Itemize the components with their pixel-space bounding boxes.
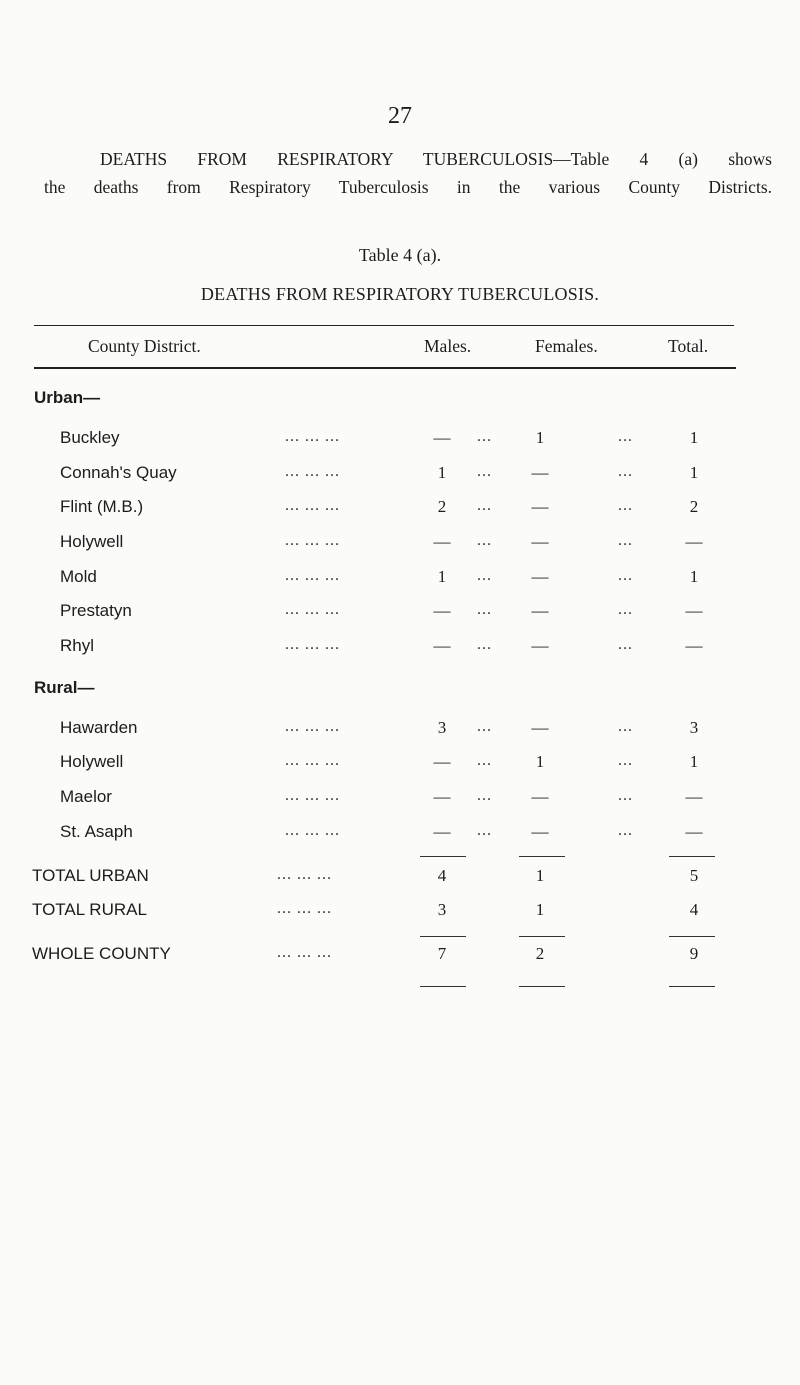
males-value: — xyxy=(433,636,451,655)
males-value: — xyxy=(433,428,451,447)
females-value: — xyxy=(531,463,549,482)
leader-dots: ... xyxy=(477,428,492,445)
sum-rule xyxy=(669,986,715,987)
leader-dots: ... xyxy=(477,463,492,480)
district-name: Buckley xyxy=(60,428,120,447)
sum-rule xyxy=(420,856,466,857)
district-name: Rhyl xyxy=(60,636,95,655)
males-value: — xyxy=(433,752,451,771)
males-value: 2 xyxy=(437,497,447,516)
intro-text-line-2: the deaths from Respiratory Tuberculosis in the various County Districts. xyxy=(44,177,772,197)
females-value: — xyxy=(531,601,549,620)
table-caption: Table 4 (a). xyxy=(358,245,442,265)
leader-dots: ... xyxy=(477,718,492,735)
females-value: 1 xyxy=(535,428,545,447)
males-value: 3 xyxy=(437,718,447,737)
total-value: — xyxy=(685,532,703,551)
leader-dots: ... xyxy=(618,463,633,480)
leader-dots: ... ... ... xyxy=(285,718,340,735)
males-value: 4 xyxy=(437,866,447,885)
sum-rule xyxy=(519,986,565,987)
females-value: 1 xyxy=(535,900,545,919)
leader-dots: ... ... ... xyxy=(285,567,340,584)
leader-dots: ... ... ... xyxy=(285,428,340,445)
intro-text-line-1: DEATHS FROM RESPIRATORY TUBERCULOSIS—Table 4 (a) shows xyxy=(100,149,772,169)
total-value: — xyxy=(685,636,703,655)
sum-rule xyxy=(420,936,466,937)
header-males: Males. xyxy=(424,336,472,356)
females-value: — xyxy=(531,497,549,516)
females-value: 1 xyxy=(535,752,545,771)
females-value: — xyxy=(531,636,549,655)
leader-dots: ... xyxy=(618,752,633,769)
females-value: 2 xyxy=(535,944,545,963)
sum-rule xyxy=(420,986,466,987)
district-name: Hawarden xyxy=(60,718,138,737)
header-total: Total. xyxy=(668,336,709,356)
leader-dots: ... ... ... xyxy=(277,866,332,883)
leader-dots: ... ... ... xyxy=(285,497,340,514)
males-value: — xyxy=(433,822,451,841)
sum-rule xyxy=(669,936,715,937)
leader-dots: ... ... ... xyxy=(285,532,340,549)
total-value: 9 xyxy=(689,944,699,963)
header-county-district: County District. xyxy=(88,336,201,356)
page-number: 27 xyxy=(388,103,412,129)
leader-dots: ... xyxy=(618,497,633,514)
district-name: Holywell xyxy=(60,532,124,551)
leader-dots: ... ... ... xyxy=(285,752,340,769)
leader-dots: ... ... ... xyxy=(285,822,340,839)
males-value: — xyxy=(433,787,451,806)
males-value: 1 xyxy=(437,567,447,586)
district-name: Flint (M.B.) xyxy=(60,497,144,516)
header-females: Females. xyxy=(535,336,598,356)
table-title: DEATHS FROM RESPIRATORY TUBERCULOSIS. xyxy=(200,284,600,304)
females-value: — xyxy=(531,787,549,806)
males-value: 3 xyxy=(437,900,447,919)
leader-dots: ... ... ... xyxy=(277,900,332,917)
leader-dots: ... xyxy=(618,567,633,584)
total-value: 3 xyxy=(689,718,699,737)
district-name: St. Asaph xyxy=(60,822,133,841)
total-value: 5 xyxy=(689,866,699,885)
leader-dots: ... xyxy=(477,601,492,618)
leader-dots: ... xyxy=(477,787,492,804)
leader-dots: ... ... ... xyxy=(285,463,340,480)
total-label: TOTAL RURAL xyxy=(32,900,147,919)
females-value: — xyxy=(531,567,549,586)
leader-dots: ... xyxy=(618,822,633,839)
total-value: — xyxy=(685,822,703,841)
males-value: — xyxy=(433,601,451,620)
total-label: TOTAL URBAN xyxy=(32,866,149,885)
females-value: — xyxy=(531,532,549,551)
leader-dots: ... ... ... xyxy=(285,787,340,804)
leader-dots: ... xyxy=(618,532,633,549)
district-name: Maelor xyxy=(60,787,112,806)
district-name: Prestatyn xyxy=(60,601,132,620)
total-value: 4 xyxy=(689,900,699,919)
leader-dots: ... ... ... xyxy=(285,601,340,618)
leader-dots: ... xyxy=(618,787,633,804)
leader-dots: ... xyxy=(477,497,492,514)
total-value: — xyxy=(685,601,703,620)
leader-dots: ... xyxy=(618,601,633,618)
leader-dots: ... xyxy=(618,718,633,735)
males-value: 7 xyxy=(437,944,447,963)
leader-dots: ... xyxy=(477,822,492,839)
total-value: 2 xyxy=(689,497,699,516)
leader-dots: ... xyxy=(618,428,633,445)
section-rural: Rural— xyxy=(34,678,95,697)
leader-dots: ... xyxy=(618,636,633,653)
males-value: — xyxy=(433,532,451,551)
males-value: 1 xyxy=(437,463,447,482)
district-name: Holywell xyxy=(60,752,124,771)
total-label: WHOLE COUNTY xyxy=(32,944,171,963)
females-value: — xyxy=(531,822,549,841)
sum-rule xyxy=(519,856,565,857)
females-value: — xyxy=(531,718,549,737)
leader-dots: ... xyxy=(477,532,492,549)
sum-rule xyxy=(519,936,565,937)
leader-dots: ... xyxy=(477,567,492,584)
table-header-rule xyxy=(34,367,736,369)
total-value: 1 xyxy=(689,428,699,447)
sum-rule xyxy=(669,856,715,857)
section-urban: Urban— xyxy=(34,388,101,407)
table-top-rule xyxy=(34,325,734,326)
leader-dots: ... ... ... xyxy=(277,944,332,961)
district-name: Mold xyxy=(60,567,97,586)
total-value: 1 xyxy=(689,463,699,482)
females-value: 1 xyxy=(535,866,545,885)
district-name: Connah's Quay xyxy=(60,463,177,482)
total-value: 1 xyxy=(689,567,699,586)
total-value: 1 xyxy=(689,752,699,771)
leader-dots: ... xyxy=(477,752,492,769)
total-value: — xyxy=(685,787,703,806)
leader-dots: ... xyxy=(477,636,492,653)
leader-dots: ... ... ... xyxy=(285,636,340,653)
